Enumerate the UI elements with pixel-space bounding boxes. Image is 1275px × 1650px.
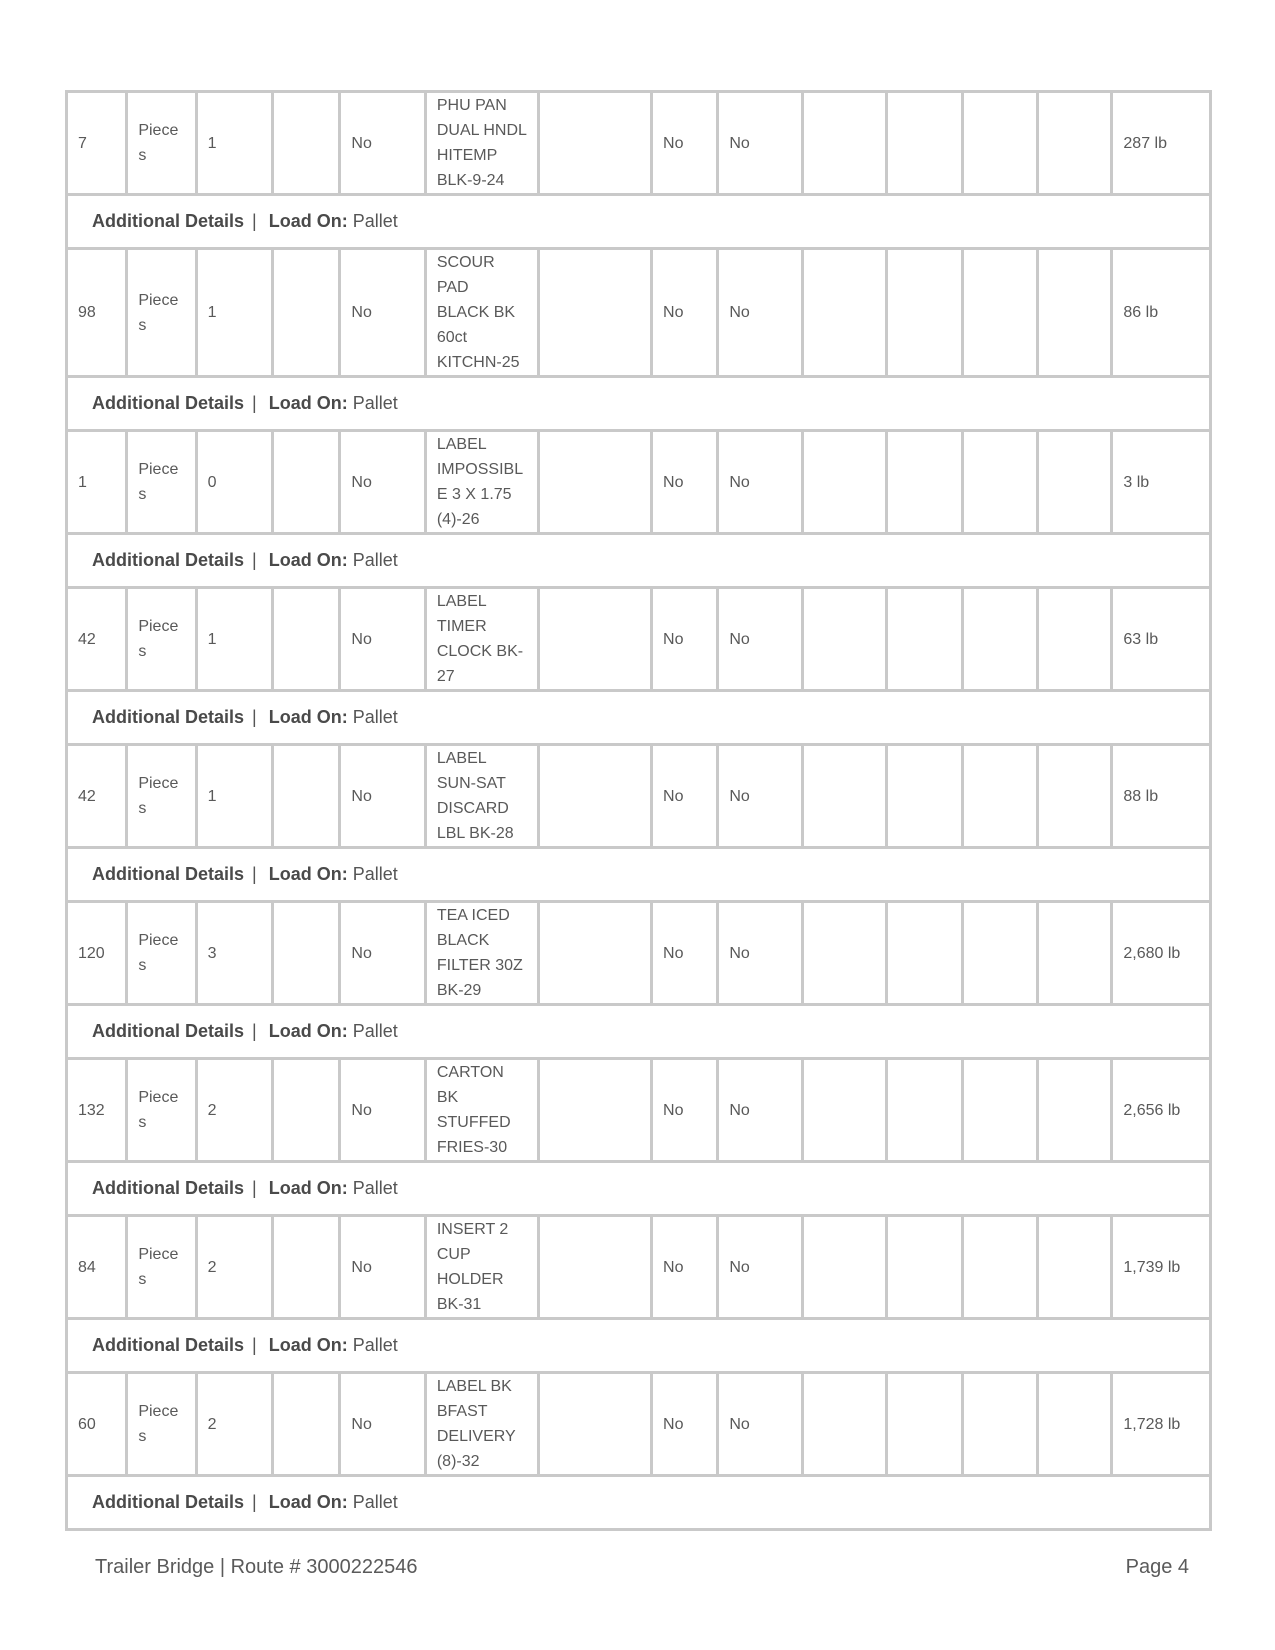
weight-cell: 3 lb: [1112, 431, 1211, 534]
items-table: [65, 90, 1212, 1531]
flag-cell: No: [652, 588, 718, 691]
flag-cell: No: [718, 588, 802, 691]
weight-cell: 2,680 lb: [1112, 902, 1211, 1005]
empty-cell: [273, 1216, 340, 1319]
weight-cell: 86 lb: [1112, 249, 1211, 377]
empty-cell: [802, 745, 886, 848]
details-separator: |: [252, 1021, 257, 1041]
additional-details-label: Additional Details: [92, 211, 245, 231]
details-separator: |: [252, 1492, 257, 1512]
empty-cell: [1038, 249, 1112, 377]
table-body: [67, 92, 1211, 1530]
empty-cell: [887, 431, 962, 534]
flag-cell: No: [652, 745, 718, 848]
empty-cell: [887, 1059, 962, 1162]
empty-cell: [962, 588, 1037, 691]
additional-details-row: [67, 1476, 1211, 1530]
empty-cell: [887, 1373, 962, 1476]
additional-details-row: [67, 691, 1211, 745]
empty-cell: [802, 1216, 886, 1319]
unit-cell: Piece s: [127, 588, 196, 691]
additional-details-row: [67, 377, 1211, 431]
table-row: [67, 249, 1211, 377]
empty-cell: [887, 249, 962, 377]
additional-details-label: Additional Details: [92, 1021, 245, 1041]
hazmat-cell: No: [340, 1216, 425, 1319]
additional-details-label: Additional Details: [92, 393, 245, 413]
empty-cell: [1038, 745, 1112, 848]
empty-cell: [962, 249, 1037, 377]
page-number: Page 4: [1125, 1556, 1189, 1578]
pallets-cell: 1: [196, 92, 272, 195]
empty-cell: [539, 902, 652, 1005]
weight-cell: 287 lb: [1112, 92, 1211, 195]
hazmat-cell: No: [340, 92, 425, 195]
hazmat-cell: No: [340, 1373, 425, 1476]
empty-cell: [539, 588, 652, 691]
additional-details-cell: [67, 848, 1211, 902]
unit-cell: Piece s: [127, 92, 196, 195]
load-on-label: Load On:: [268, 550, 348, 570]
unit-cell: Piece s: [127, 249, 196, 377]
additional-details-cell: [67, 195, 1211, 249]
empty-cell: [887, 902, 962, 1005]
empty-cell: [887, 588, 962, 691]
flag-cell: No: [652, 1373, 718, 1476]
quantity-cell: 42: [67, 745, 127, 848]
unit-cell: Piece s: [127, 745, 196, 848]
flag-cell: No: [718, 1059, 802, 1162]
pallets-cell: 1: [196, 249, 272, 377]
empty-cell: [539, 92, 652, 195]
empty-cell: [539, 745, 652, 848]
load-on-label: Load On:: [268, 1335, 348, 1355]
flag-cell: No: [718, 902, 802, 1005]
empty-cell: [887, 745, 962, 848]
unit-cell: Piece s: [127, 431, 196, 534]
details-separator: |: [252, 211, 257, 231]
additional-details-cell: [67, 1476, 1211, 1530]
empty-cell: [962, 431, 1037, 534]
additional-details-label: Additional Details: [92, 864, 245, 884]
additional-details-label: Additional Details: [92, 550, 245, 570]
quantity-cell: 120: [67, 902, 127, 1005]
empty-cell: [1038, 1059, 1112, 1162]
empty-cell: [273, 249, 340, 377]
details-separator: |: [252, 393, 257, 413]
load-on-label: Load On:: [268, 864, 348, 884]
weight-cell: 1,739 lb: [1112, 1216, 1211, 1319]
additional-details-row: [67, 534, 1211, 588]
flag-cell: No: [718, 745, 802, 848]
unit-cell: Piece s: [127, 1373, 196, 1476]
empty-cell: [273, 1373, 340, 1476]
empty-cell: [962, 902, 1037, 1005]
description-cell: INSERT 2 CUP HOLDER BK-31: [425, 1216, 539, 1319]
load-on-value: Pallet: [352, 707, 398, 727]
empty-cell: [273, 902, 340, 1005]
load-on-label: Load On:: [268, 393, 348, 413]
load-on-value: Pallet: [352, 864, 398, 884]
quantity-cell: 1: [67, 431, 127, 534]
empty-cell: [273, 588, 340, 691]
empty-cell: [539, 1059, 652, 1162]
unit-cell: Piece s: [127, 1059, 196, 1162]
empty-cell: [1038, 92, 1112, 195]
weight-cell: 63 lb: [1112, 588, 1211, 691]
hazmat-cell: No: [340, 902, 425, 1005]
additional-details-cell: [67, 534, 1211, 588]
empty-cell: [1038, 1373, 1112, 1476]
additional-details-row: [67, 1005, 1211, 1059]
empty-cell: [802, 1059, 886, 1162]
empty-cell: [962, 1059, 1037, 1162]
table-row: [67, 92, 1211, 195]
empty-cell: [802, 431, 886, 534]
empty-cell: [1038, 902, 1112, 1005]
empty-cell: [539, 1373, 652, 1476]
pallets-cell: 3: [196, 902, 272, 1005]
empty-cell: [539, 431, 652, 534]
empty-cell: [539, 1216, 652, 1319]
load-on-value: Pallet: [352, 211, 398, 231]
weight-cell: 88 lb: [1112, 745, 1211, 848]
load-on-label: Load On:: [268, 1178, 348, 1198]
description-cell: LABEL BK BFAST DELIVERY (8)-32: [425, 1373, 539, 1476]
additional-details-label: Additional Details: [92, 1335, 245, 1355]
load-on-value: Pallet: [352, 550, 398, 570]
load-on-label: Load On:: [268, 1021, 348, 1041]
empty-cell: [962, 1216, 1037, 1319]
unit-cell: Piece s: [127, 902, 196, 1005]
load-on-label: Load On:: [268, 707, 348, 727]
hazmat-cell: No: [340, 431, 425, 534]
additional-details-cell: [67, 1005, 1211, 1059]
empty-cell: [887, 1216, 962, 1319]
table-row: [67, 1059, 1211, 1162]
flag-cell: No: [718, 431, 802, 534]
table-row: [67, 431, 1211, 534]
quantity-cell: 132: [67, 1059, 127, 1162]
weight-cell: 2,656 lb: [1112, 1059, 1211, 1162]
quantity-cell: 84: [67, 1216, 127, 1319]
empty-cell: [273, 1059, 340, 1162]
empty-cell: [273, 92, 340, 195]
hazmat-cell: No: [340, 1059, 425, 1162]
weight-cell: 1,728 lb: [1112, 1373, 1211, 1476]
load-on-value: Pallet: [352, 393, 398, 413]
pallets-cell: 2: [196, 1373, 272, 1476]
flag-cell: No: [652, 431, 718, 534]
table-row: [67, 745, 1211, 848]
load-on-label: Load On:: [268, 211, 348, 231]
unit-cell: Piece s: [127, 1216, 196, 1319]
additional-details-row: [67, 1319, 1211, 1373]
table-row: [67, 1216, 1211, 1319]
empty-cell: [1038, 1216, 1112, 1319]
additional-details-label: Additional Details: [92, 1492, 245, 1512]
table-row: [67, 1373, 1211, 1476]
load-on-value: Pallet: [352, 1492, 398, 1512]
flag-cell: No: [652, 92, 718, 195]
quantity-cell: 98: [67, 249, 127, 377]
table-row: [67, 588, 1211, 691]
details-separator: |: [252, 1335, 257, 1355]
quantity-cell: 7: [67, 92, 127, 195]
additional-details-row: [67, 1162, 1211, 1216]
hazmat-cell: No: [340, 588, 425, 691]
additional-details-row: [67, 195, 1211, 249]
additional-details-cell: [67, 1319, 1211, 1373]
description-cell: LABEL TIMER CLOCK BK- 27: [425, 588, 539, 691]
additional-details-row: [67, 848, 1211, 902]
load-on-value: Pallet: [352, 1021, 398, 1041]
flag-cell: No: [652, 902, 718, 1005]
details-separator: |: [252, 550, 257, 570]
footer-route-info: Trailer Bridge | Route # 3000222546: [95, 1556, 418, 1578]
quantity-cell: 42: [67, 588, 127, 691]
flag-cell: No: [718, 1216, 802, 1319]
empty-cell: [887, 92, 962, 195]
details-separator: |: [252, 1178, 257, 1198]
empty-cell: [539, 249, 652, 377]
additional-details-cell: [67, 377, 1211, 431]
table-row: [67, 902, 1211, 1005]
load-on-value: Pallet: [352, 1178, 398, 1198]
empty-cell: [802, 92, 886, 195]
quantity-cell: 60: [67, 1373, 127, 1476]
flag-cell: No: [652, 1059, 718, 1162]
details-separator: |: [252, 864, 257, 884]
load-on-value: Pallet: [352, 1335, 398, 1355]
description-cell: SCOUR PAD BLACK BK 60ct KITCHN-25: [425, 249, 539, 377]
description-cell: LABEL SUN-SAT DISCARD LBL BK-28: [425, 745, 539, 848]
flag-cell: No: [652, 1216, 718, 1319]
description-cell: LABEL IMPOSSIBL E 3 X 1.75 (4)-26: [425, 431, 539, 534]
empty-cell: [962, 1373, 1037, 1476]
additional-details-label: Additional Details: [92, 1178, 245, 1198]
empty-cell: [802, 588, 886, 691]
flag-cell: No: [718, 1373, 802, 1476]
empty-cell: [273, 431, 340, 534]
empty-cell: [802, 902, 886, 1005]
flag-cell: No: [718, 92, 802, 195]
details-separator: |: [252, 707, 257, 727]
flag-cell: No: [718, 249, 802, 377]
additional-details-label: Additional Details: [92, 707, 245, 727]
empty-cell: [802, 1373, 886, 1476]
flag-cell: No: [652, 249, 718, 377]
pallets-cell: 2: [196, 1059, 272, 1162]
empty-cell: [802, 249, 886, 377]
additional-details-cell: [67, 691, 1211, 745]
pallets-cell: 1: [196, 588, 272, 691]
pallets-cell: 0: [196, 431, 272, 534]
empty-cell: [1038, 431, 1112, 534]
empty-cell: [1038, 588, 1112, 691]
load-on-label: Load On:: [268, 1492, 348, 1512]
additional-details-cell: [67, 1162, 1211, 1216]
empty-cell: [962, 92, 1037, 195]
description-cell: CARTON BK STUFFED FRIES-30: [425, 1059, 539, 1162]
pallets-cell: 1: [196, 745, 272, 848]
pallets-cell: 2: [196, 1216, 272, 1319]
description-cell: PHU PAN DUAL HNDL HITEMP BLK-9-24: [425, 92, 539, 195]
empty-cell: [962, 745, 1037, 848]
description-cell: TEA ICED BLACK FILTER 30Z BK-29: [425, 902, 539, 1005]
hazmat-cell: No: [340, 249, 425, 377]
hazmat-cell: No: [340, 745, 425, 848]
empty-cell: [273, 745, 340, 848]
